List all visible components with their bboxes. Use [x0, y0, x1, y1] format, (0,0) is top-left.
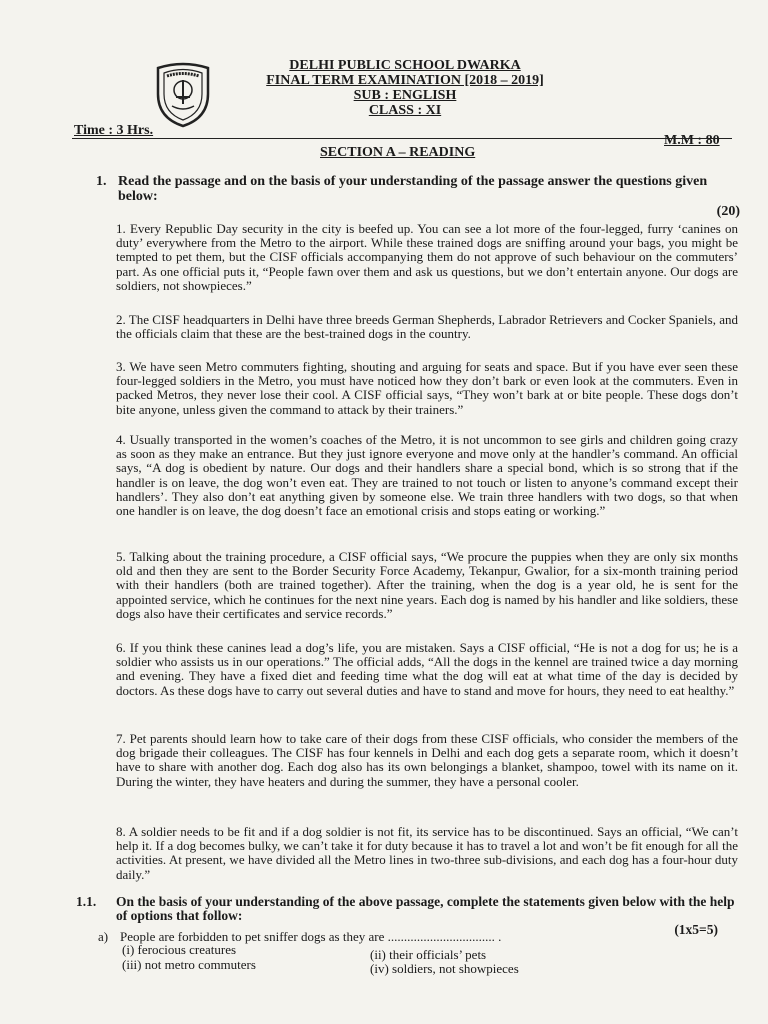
- passage-paragraph-6: 6. If you think these canines lead a dog’s life, you are mistaken. Says a CISF official, “He is not a dog for us; he is a soldier who assists us in our operations.” The official adds, “All the dogs in the kennel are trained twice a day morning and evening. They have a fixed diet and feeding time what the dog will eat at what time of the day is decided by doctors. As these dogs have to carry out several duties and have to stand and move for hours, they need to eat healthy.”: [116, 640, 738, 698]
- school-crest-logo: [152, 60, 214, 128]
- passage-paragraph-7: 7. Pet parents should learn how to take care of their dogs from these CISF officials, who consider the members of the dog brigade their colleagues. The CISF has four kennels in Delhi and each dog gets a separate room, which it doesn’t have to share with another dog. Each dog also has its own belongings a blanket, shampoo, towel with its name on it. During the winter, they have heaters and during the summer, they have a personal cooler.: [116, 731, 738, 789]
- time-allowed: Time : 3 Hrs.: [74, 123, 154, 138]
- subject-label: SUB : ENGLISH: [353, 88, 457, 103]
- option-1: (i) ferocious creatures: [122, 942, 237, 957]
- passage-paragraph-5: 5. Talking about the training procedure, a CISF official says, “We procure the puppies when they are only six months old and then they are sent to the Border Security Force Academy, Tekanpur, Gwalior, for a six-month training period with their handlers (both are trained together). After the training, when the dog is a year old, he is sent for the appointed service, which he continues for the next nine years. Each dog is named by his handler and like soldiers, these dogs also have their certificates and service records.”: [116, 549, 738, 621]
- question-marks: (20): [716, 204, 740, 219]
- section-title: SECTION A – READING: [320, 145, 476, 160]
- class-label: CLASS : XI: [368, 103, 442, 118]
- question-number: 1.1.: [76, 894, 97, 909]
- max-marks: M.M : 80: [664, 133, 720, 148]
- question-number: 1.: [96, 174, 107, 189]
- passage-paragraph-3: 3. We have seen Metro commuters fighting, shouting and arguing for seats and space. But if you have ever seen these four-legged soldiers in the Metro, you must have noticed how they don’t bark or even look at the commuters. Even in packed Metros, they never lose their cool. A CISF official says, “They won’t bark at or bite people. These dogs don’t bite anyone, unless given the command to attack by their trainers.”: [116, 359, 738, 417]
- passage-paragraph-8: 8. A soldier needs to be fit and if a dog soldier is not fit, its service has to be discontinued. Says an official, “We can’t help it. If a dog becomes bulky, we can’t take it for duty because it has to travel a lot and won’t be fit enough for all the activities. At present, we have divided all the Metro lines in two-three sub-divisions, and each dog has a four-hour duty daily.”: [116, 824, 738, 882]
- passage-paragraph-2: 2. The CISF headquarters in Delhi have three breeds German Shepherds, Labrador Retrievers and Cocker Spaniels, and the officials claim that these are the best-trained dogs in the country.: [116, 312, 738, 342]
- sub-question-label: a): [98, 929, 109, 944]
- question-instruction: Read the passage and on the basis of your understanding of the passage answer the questions given below:: [118, 174, 708, 204]
- sub-question-text: People are forbidden to pet sniffer dogs as they are ................................. .: [120, 929, 502, 944]
- passage-paragraph-4: 4. Usually transported in the women’s coaches of the Metro, it is not uncommon to see girls and children going crazy as soon as they make an entrance. But they just ignore everyone and move only at the handler’s command. An official says, “A dog is obedient by nature. Our dogs and their handlers share a special bond, which is so strong that if the handler is on leave, the dog won’t even eat. They are trained to not touch or listen to anyone’s command except their handlers’. They also don’t eat anything given by someone else. We train three handlers with two dogs, so that when one handler is on leave, the dog doesn’t face an emotional crisis and stops eating or working.”: [116, 432, 738, 519]
- option-2: (ii) their officials’ pets: [370, 947, 487, 962]
- question-marks: (1x5=5): [674, 922, 718, 937]
- school-name: DELHI PUBLIC SCHOOL DWARKA: [289, 58, 521, 73]
- question-1: [96, 174, 740, 219]
- exam-header: [240, 58, 570, 118]
- exam-title: FINAL TERM EXAMINATION [2018 – 2019]: [266, 73, 544, 88]
- option-4: (iv) soldiers, not showpieces: [370, 961, 519, 976]
- passage-paragraph-1: 1. Every Republic Day security in the city is beefed up. You can see a lot more of the four-legged, furry ‘canines on duty’ everywhere from the Metro to the airport. While these trained dogs are sniffing around your bags, you might be tempted to pet them, but the CISF officials accompanying them do not approve of such behaviour on the commuters’ part. As one official puts it, “People fawn over them and ask us questions, but we don’t entertain anyone. Our dogs are soldiers, not showpieces.”: [116, 221, 738, 293]
- option-3: (iii) not metro commuters: [122, 957, 256, 972]
- header-divider: [72, 138, 732, 139]
- question-instruction: On the basis of your understanding of the above passage, complete the statements given below with the help of options that follow:: [116, 894, 735, 923]
